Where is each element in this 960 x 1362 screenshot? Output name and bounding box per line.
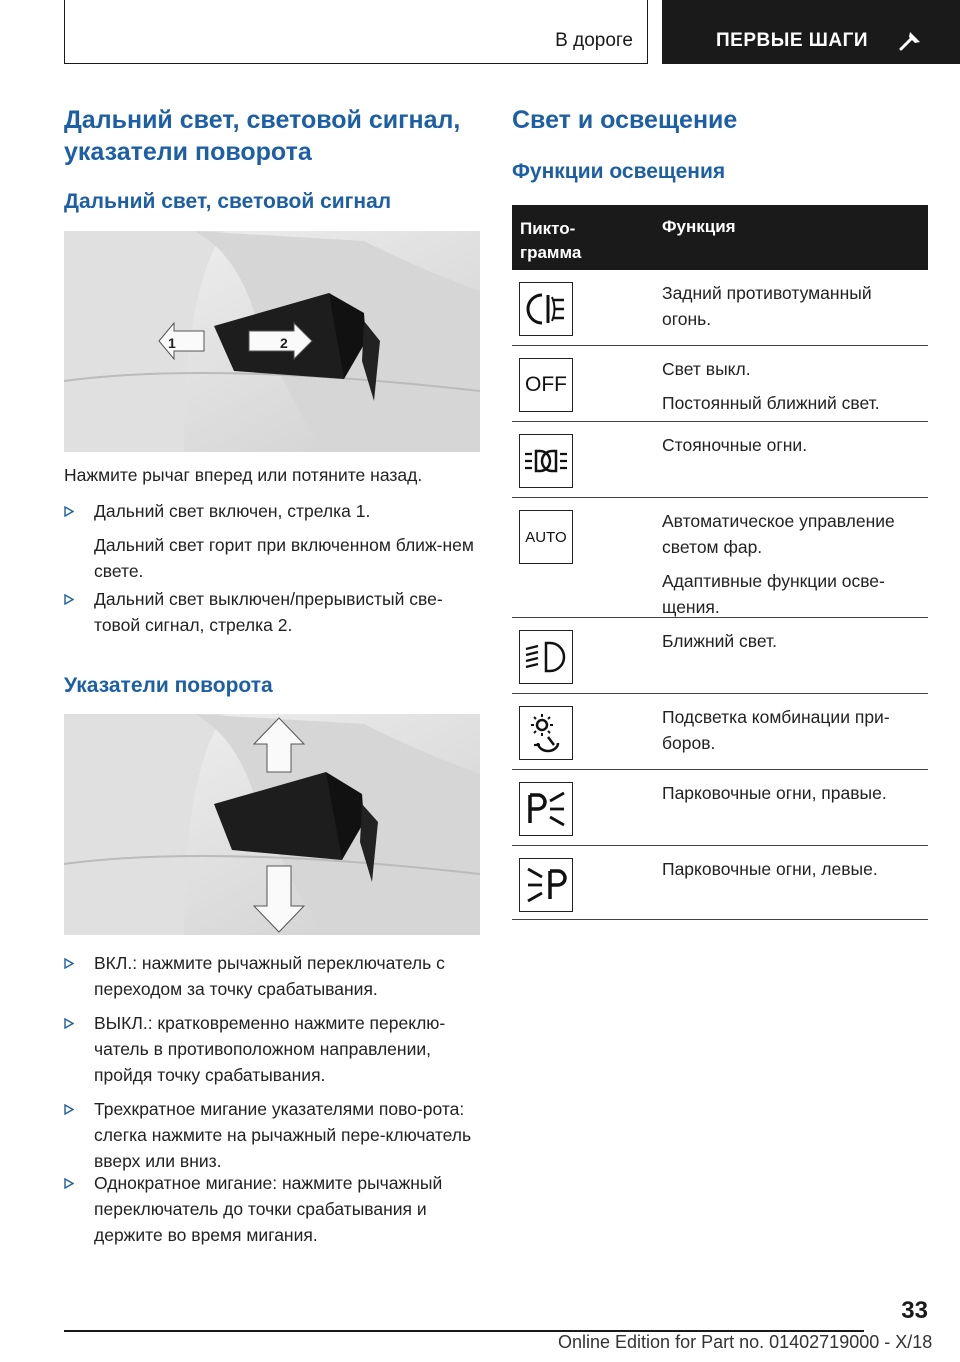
bullet-item: Трехкратное мигание указателями пово‐рота: слегка нажмите на рычажный пере‐ключатель вверх или вниз. [64, 1096, 484, 1174]
table-row: OFF Свет выкл. Постоянный ближний свет. [512, 346, 928, 422]
lever-icon [898, 28, 924, 52]
header-chapter-box [662, 0, 960, 64]
page-title-right: Свет и освещение [512, 106, 738, 134]
fig1-label-2: 2 [280, 335, 288, 351]
table-row: Стояночные огни. [512, 422, 928, 498]
table-header [512, 205, 928, 270]
auto-lights-icon: AUTO [519, 510, 573, 564]
stalk-illustration-2 [64, 714, 480, 935]
parking-light-right-icon [519, 782, 573, 836]
bullet-item: Дальний свет выключен/прерывистый све‐товой сигнал, стрелка 2. [64, 586, 484, 638]
table-row: AUTO Автоматическое управление светом фар. Адаптивные функции осве‐щения. [512, 498, 928, 618]
bullet-triangle-icon [64, 958, 74, 969]
table-row: Подсветка комбинации при‐боров. [512, 694, 928, 770]
table-row: Задний противотуманный огонь. [512, 270, 928, 346]
bullet-item: ВЫКЛ.: кратковременно нажмите переклю‐чатель в противоположном направлении, пройдя точку срабатывания. [64, 1010, 484, 1088]
page-title-left: Дальний свет, световой сигнал, указатели поворота [64, 106, 461, 166]
bullet-triangle-icon [64, 1178, 74, 1189]
page-number: 33 [901, 1297, 928, 1324]
bullet-triangle-icon [64, 594, 74, 605]
figure-turn-signals [64, 714, 480, 935]
stalk-illustration-1 [64, 231, 480, 452]
table-row: Парковочные огни, правые. [512, 770, 928, 846]
fig1-label-1: 1 [168, 335, 176, 351]
section-title: В дороге [555, 30, 633, 51]
subheading-turn-signals: Указатели поворота [64, 674, 273, 697]
subheading-light-functions: Функции освещения [512, 160, 726, 183]
parking-lights-icon [519, 434, 573, 488]
bullet-triangle-icon [64, 1104, 74, 1115]
bullet-item: ВКЛ.: нажмите рычажный переключатель с переходом за точку срабатывания. [64, 950, 484, 1002]
bullet-item: Однократное мигание: нажмите рычажный переключатель до точки срабатывания и держите во время мигания. [64, 1170, 484, 1248]
header-section-box [64, 0, 648, 64]
bullet-triangle-icon [64, 1018, 74, 1029]
table-row: Парковочные огни, левые. [512, 846, 928, 920]
figure-high-beam [64, 231, 480, 452]
chapter-title: ПЕРВЫЕ ШАГИ [716, 30, 869, 51]
bullet-item: Дальний свет включен, стрелка 1. Дальний свет горит при включенном ближ‐нем свете. [64, 498, 484, 584]
intro-text: Нажмите рычаг вперед или потяните назад. [64, 465, 423, 485]
footer-edition: Online Edition for Part no. 01402719000 - X/18 [558, 1332, 933, 1352]
low-beam-icon [519, 630, 573, 684]
table-row: Ближний свет. [512, 618, 928, 694]
subheading-high-beam: Дальний свет, световой сигнал [64, 190, 392, 213]
instrument-lighting-icon [519, 706, 573, 760]
column-header-function: Функция [662, 217, 736, 236]
parking-light-left-icon [519, 858, 573, 912]
rear-fog-light-icon [519, 282, 573, 336]
column-header-pictogram: Пикто‐грамма [520, 219, 582, 262]
lights-off-icon: OFF [519, 358, 573, 412]
bullet-triangle-icon [64, 506, 74, 517]
